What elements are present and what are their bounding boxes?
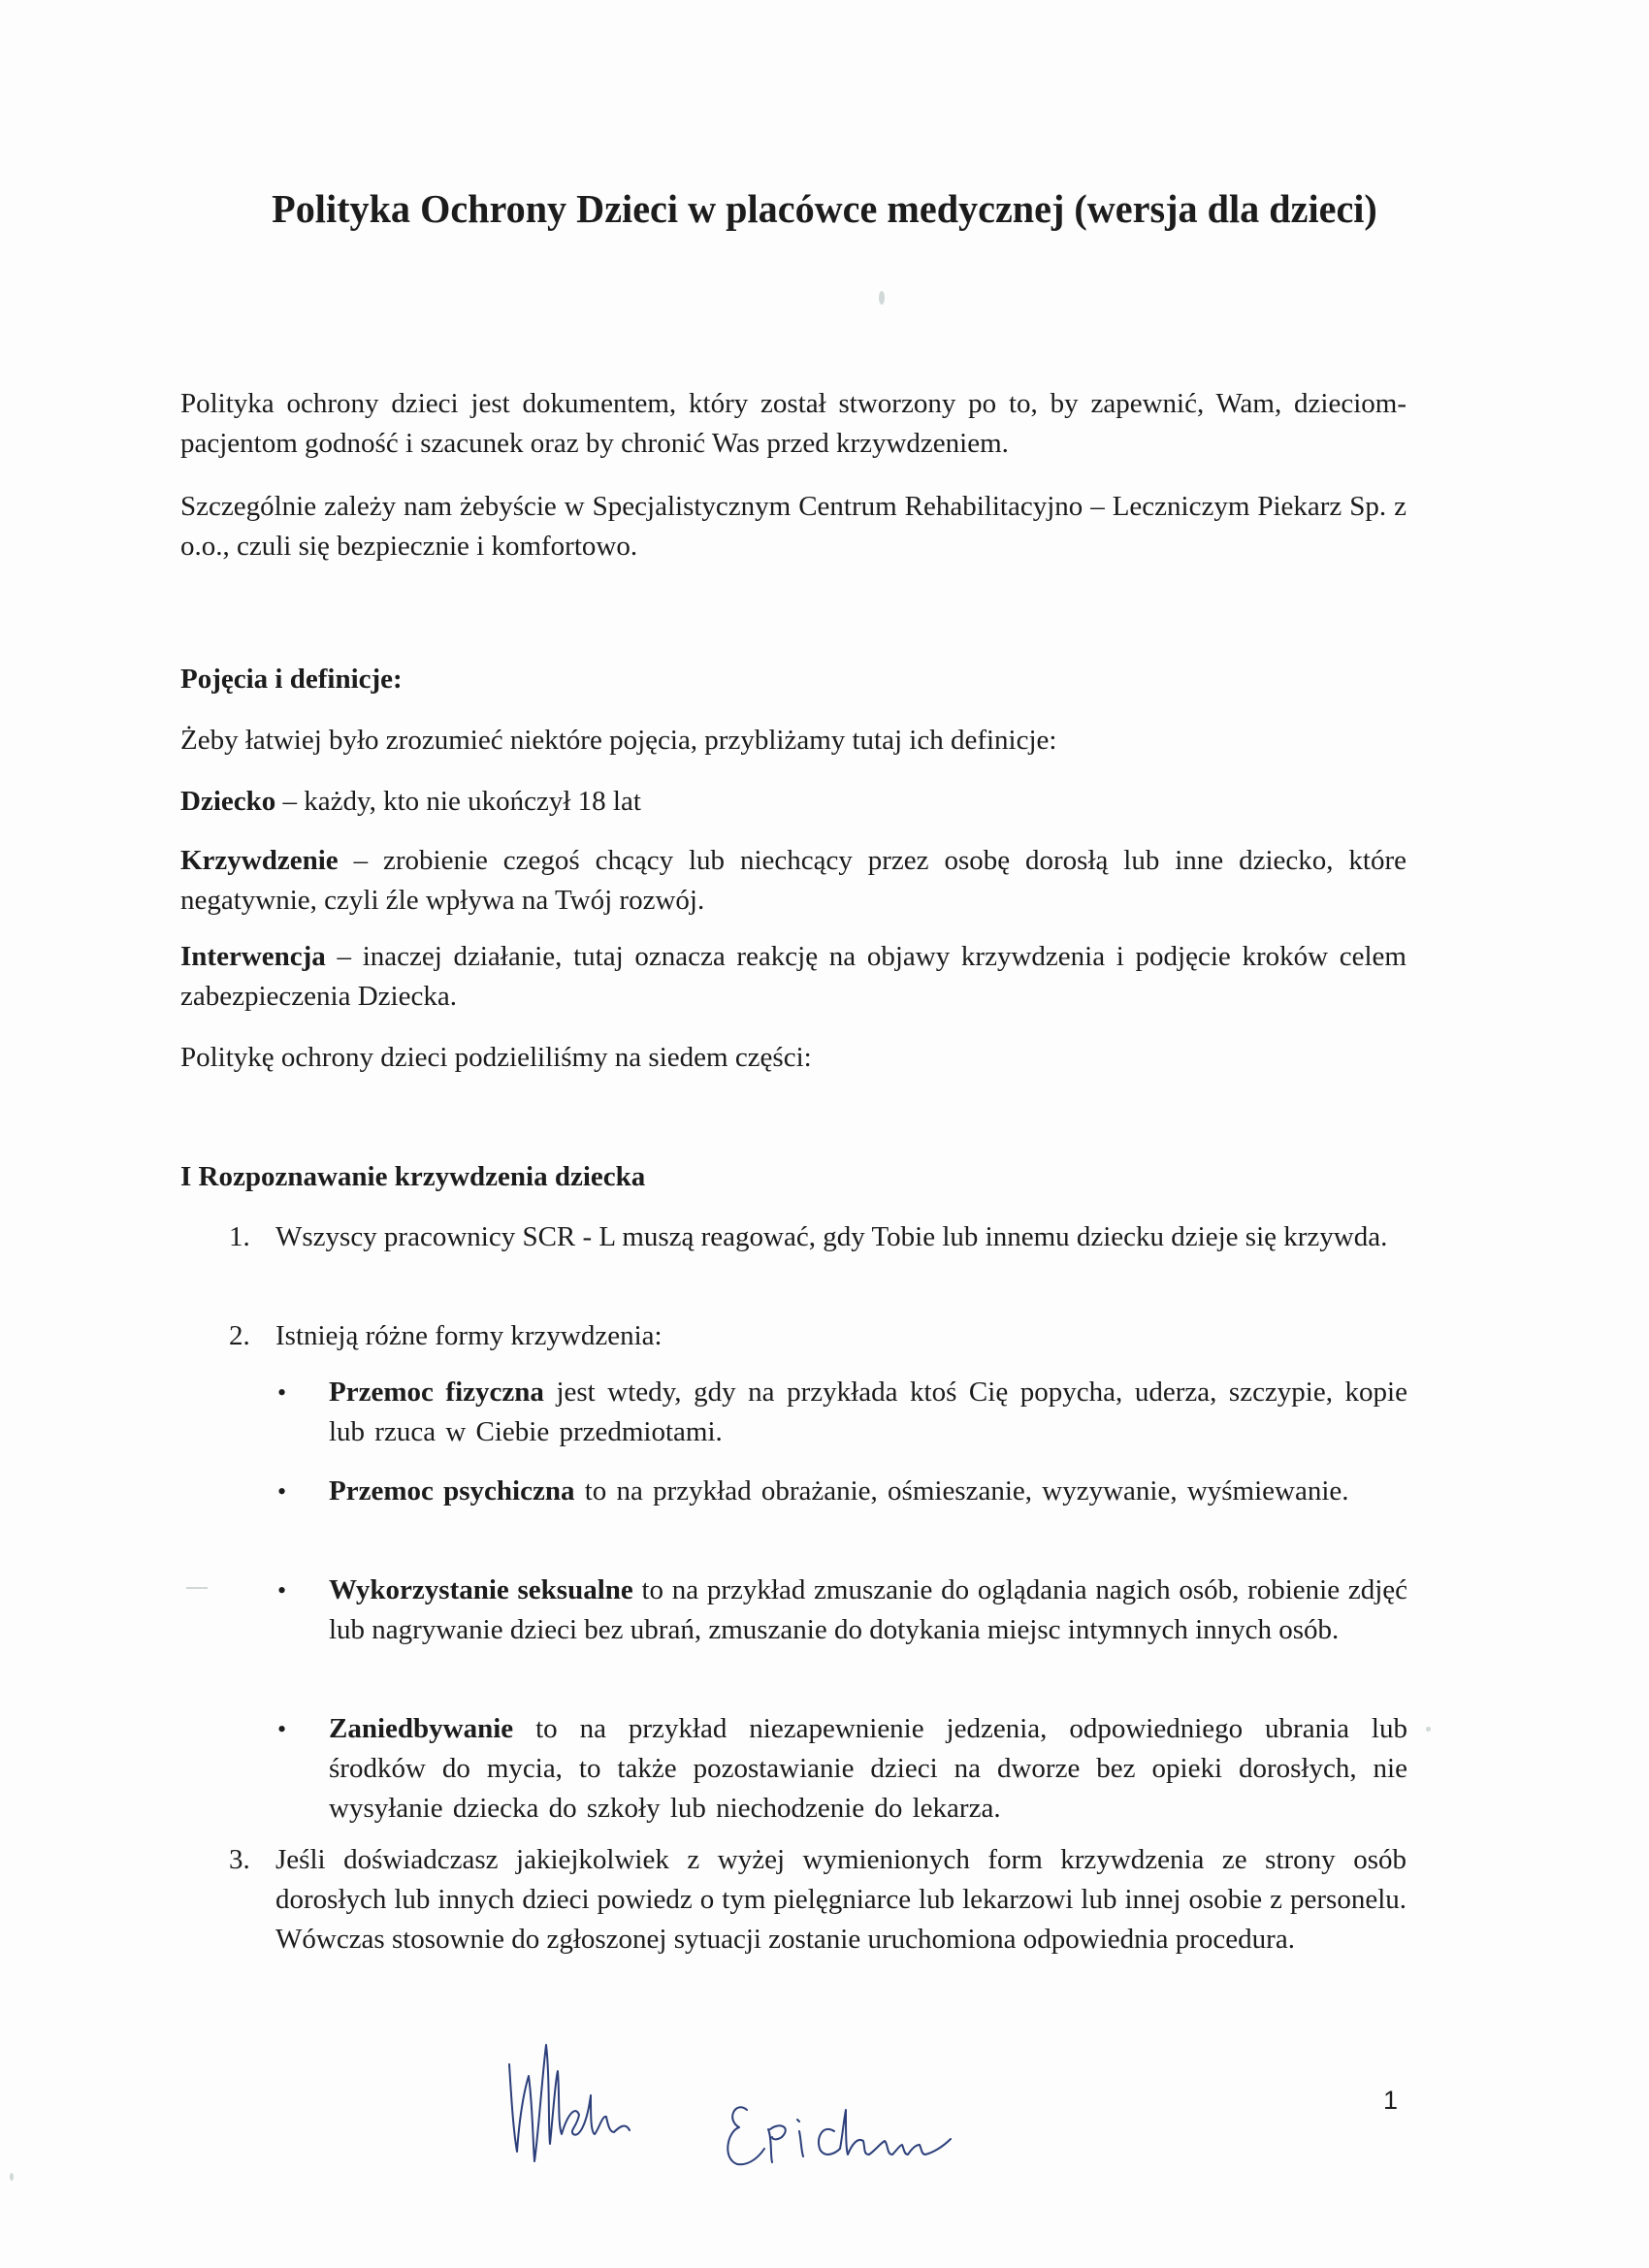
definition-term: Krzywdzenie (180, 845, 339, 876)
bullet-icon: • (277, 1477, 287, 1506)
bullet-term: Wykorzystanie seksualne (329, 1574, 633, 1605)
bullet-text: to na przykład zmuszanie do oglądania nagich osób, robienie zdjęć lub nagrywanie dzieci bez ubrań, zmuszanie do dotykania miejsc intymnych innych osób. (329, 1574, 1407, 1645)
item-text: Istnieją różne formy krzywdzenia: (275, 1320, 663, 1351)
item-number: 2. (229, 1320, 250, 1351)
item-number: 3. (229, 1844, 250, 1875)
bullet-item-sexual-abuse (277, 1571, 1407, 1650)
intro-paragraph-1: Polityka ochrony dzieci jest dokumentem, który został stworzony po to, by zapewnić, Wam, dzieciom-pacjentom godność i szacunek oraz by chronić Was przed krzywdzeniem. (180, 388, 1406, 459)
definitions-heading: Pojęcia i definicje: (180, 664, 403, 695)
bullet-text: to na przykład obrażanie, ośmieszanie, wyzywanie, wyśmiewanie. (574, 1475, 1349, 1507)
bullet-item-psychological-violence (277, 1472, 1407, 1511)
scan-artifact (879, 291, 885, 305)
definition-krzywdzenie (180, 841, 1406, 921)
definition-text: – inaczej działanie, tutaj oznacza reakcję na objawy krzywdzenia i podjęcie kroków celem zabezpieczenia Dziecka. (180, 941, 1406, 1012)
definition-interwencja (180, 937, 1406, 1017)
bullet-icon: • (277, 1715, 287, 1743)
bullet-text: jest wtedy, gdy na przykłada ktoś Cię popycha, uderza, szczypie, kopie lub rzuca w Ciebie przedmiotami. (329, 1377, 1407, 1447)
definition-text: – zrobienie czegoś chcący lub niechcący przez osobę dorosłą lub inne dziecko, które negatywnie, czyli źle wpływa na Twój rozwój. (180, 845, 1406, 916)
scan-artifact (186, 1587, 208, 1589)
bullet-text: to na przykład niezapewnienie jedzenia, odpowiedniego ubrania lub środków do mycia, to także pozostawianie dzieci na dworze bez opieki dorosłych, nie wysyłanie dziecka do szkoły lub niechodzenie do lekarza. (329, 1713, 1407, 1824)
signature-1 (490, 2037, 752, 2173)
scan-artifact (1426, 1727, 1431, 1732)
bullet-term: Przemoc psychiczna (329, 1475, 575, 1507)
bullet-icon: • (277, 1576, 287, 1604)
numbered-item-3 (229, 1840, 1406, 1960)
document-title: Polityka Ochrony Dzieci w placówce medycznej (wersja dla dzieci) (272, 186, 1377, 231)
intro-paragraph-2: Szczególnie zależy nam żebyście w Specjalistycznym Centrum Rehabilitacyjno – Leczniczym Piekarz Sp. z o.o., czuli się bezpiecznie i komfortowo. (180, 491, 1406, 562)
signature-2 (718, 2081, 1009, 2173)
scan-artifact (10, 2173, 14, 2181)
definition-dziecko (180, 782, 1406, 822)
definitions-lead: Żeby łatwiej było zrozumieć niektóre pojęcia, przybliżamy tutaj ich definicje: (180, 725, 1057, 756)
bullet-item-neglect (277, 1709, 1407, 1829)
definition-text: – każdy, kto nie ukończył 18 lat (275, 786, 641, 817)
item-text: Jeśli doświadczasz jakiejkolwiek z wyżej wymienionych form krzywdzenia ze strony osób dorosłych lub innych dzieci powiedz o tym pielęgniarce lub lekarzowi lub innej osobie z personelu. Wówczas stosownie do zgłoszonej sytuacji zostanie uruchomiona odpowiednia procedura. (275, 1844, 1406, 1955)
item-text: Wszyscy pracownicy SCR - L muszą reagować, gdy Tobie lub innemu dziecku dzieje się krzywda. (275, 1221, 1388, 1252)
section-1-heading: I Rozpoznawanie krzywdzenia dziecka (180, 1161, 646, 1192)
page-number: 1 (1383, 2086, 1399, 2115)
numbered-item-1 (229, 1217, 1406, 1257)
bullet-item-physical-violence (277, 1373, 1407, 1452)
parts-note: Politykę ochrony dzieci podzieliliśmy na siedem części: (180, 1042, 812, 1073)
definition-term: Interwencja (180, 941, 326, 972)
numbered-item-2 (229, 1316, 1406, 1356)
bullet-term: Przemoc fizyczna (329, 1377, 544, 1408)
definition-term: Dziecko (180, 786, 276, 817)
bullet-term: Zaniedbywanie (329, 1713, 514, 1744)
item-number: 1. (229, 1221, 250, 1252)
bullet-icon: • (277, 1378, 287, 1407)
